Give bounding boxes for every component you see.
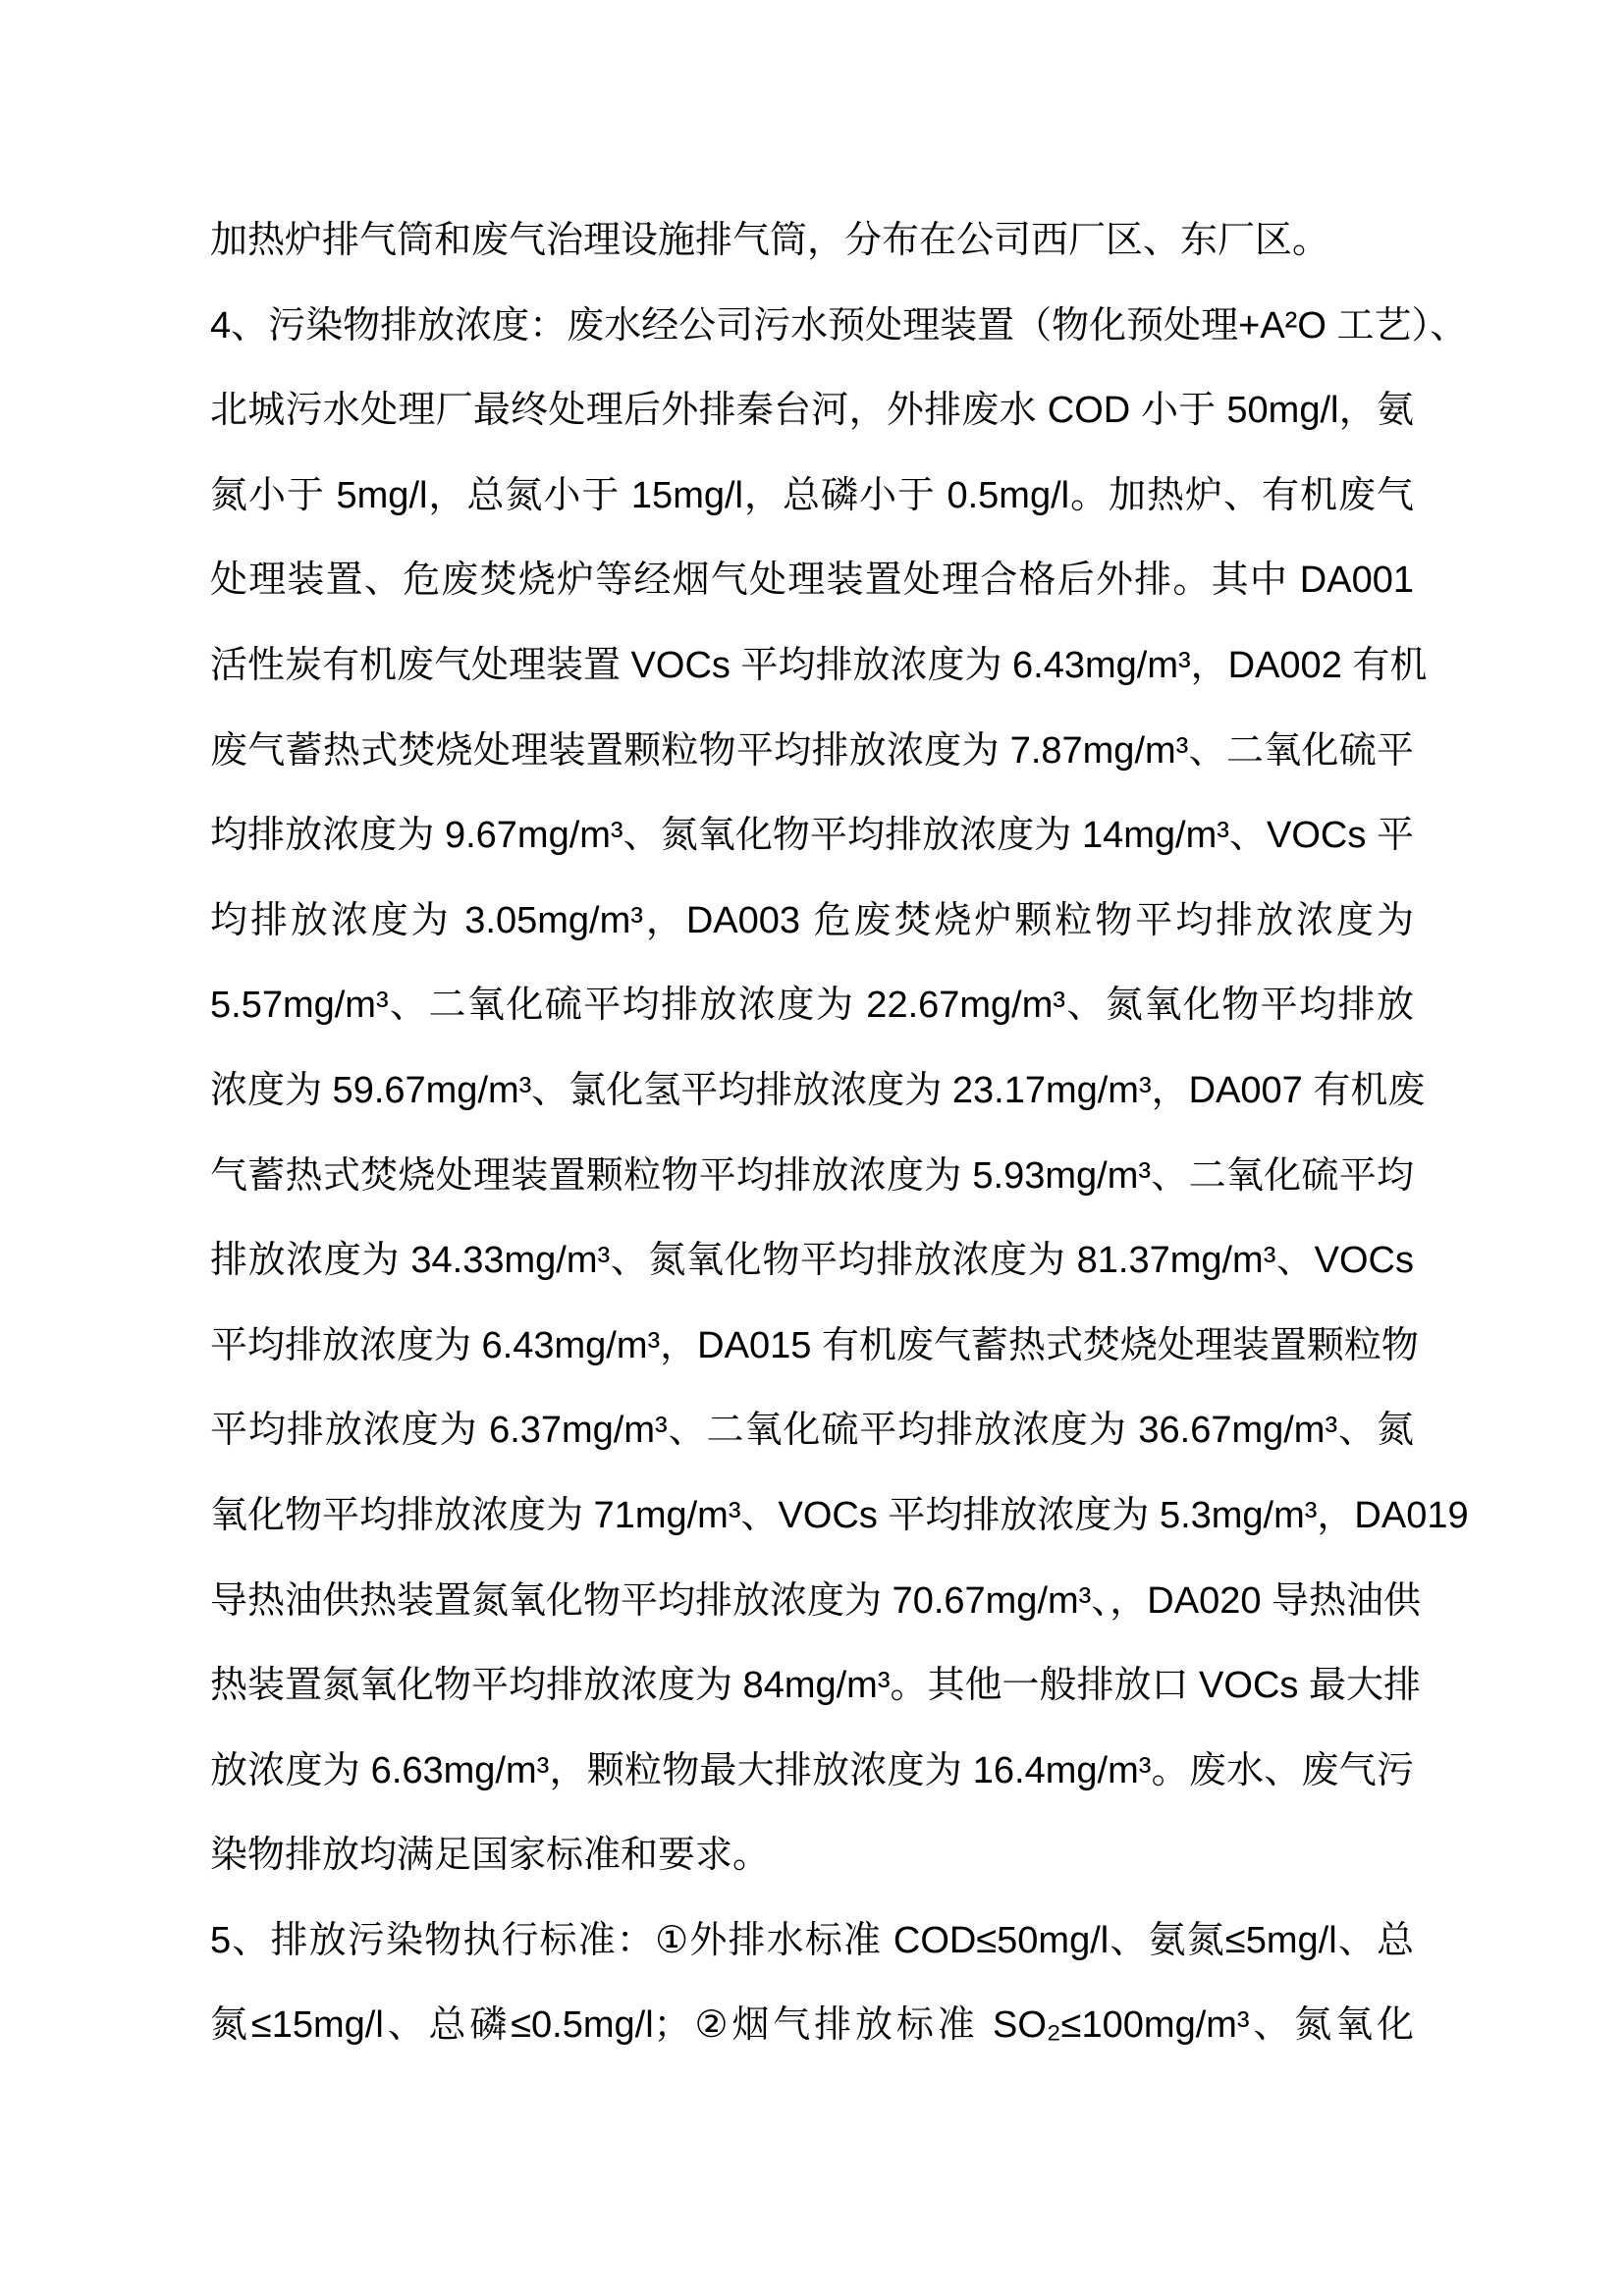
text-line: 均排放浓度为 9.67mg/m³、氮氧化物平均排放浓度为 14mg/m³、VOCs 平 [210, 815, 1414, 857]
text-line: 平均排放浓度为 6.37mg/m³、二氧化硫平均排放浓度为 36.67mg/m³、氮 [210, 1410, 1414, 1452]
text-line: 北城污水处理厂最终处理后外排秦台河，外排废水 COD 小于 50mg/l，氨 [210, 390, 1414, 432]
text-line: 4、污染物排放浓度：废水经公司污水预处理装置（物化预处理+A²O 工艺）、 [210, 304, 1468, 347]
text-line: 氧化物平均排放浓度为 71mg/m³、VOCs 平均排放浓度为 5.3mg/m³，DA019 [210, 1494, 1469, 1536]
text-line: 排放浓度为 34.33mg/m³、氮氧化物平均排放浓度为 81.37mg/m³、VOCs [210, 1240, 1414, 1282]
text-line: 放浓度为 6.63mg/m³，颗粒物最大排放浓度为 16.4mg/m³。废水、废气污 [210, 1749, 1414, 1791]
text-line: 氮小于 5mg/l，总氮小于 15mg/l，总磷小于 0.5mg/l。加热炉、有机废气 [210, 474, 1414, 516]
text-line: 5、排放污染物执行标准：①外排水标准 COD≤50mg/l、氨氮≤5mg/l、总 [210, 1919, 1414, 1961]
text-line: 均排放浓度为 3.05mg/m³，DA003 危废焚烧炉颗粒物平均排放浓度为 [210, 899, 1414, 941]
text-line: 加热炉排气筒和废气治理设施排气筒，分布在公司西厂区、东厂区。 [210, 220, 1330, 261]
text-line: 气蓄热式焚烧处理装置颗粒物平均排放浓度为 5.93mg/m³、二氧化硫平均 [210, 1154, 1414, 1197]
text-line: 处理装置、危废焚烧炉等经烟气处理装置处理合格后外排。其中 DA001 [210, 560, 1414, 602]
document-text-block [210, 198, 1469, 2068]
text-line: 活性炭有机废气处理装置 VOCs 平均排放浓度为 6.43mg/m³，DA002 有机 [210, 644, 1428, 686]
text-line: 染物排放均满足国家标准和要求。 [210, 1835, 771, 1877]
text-line: 平均排放浓度为 6.43mg/m³，DA015 有机废气蓄热式焚烧处理装置颗粒物 [210, 1324, 1419, 1366]
text-line: 导热油供热装置氮氧化物平均排放浓度为 70.67mg/m³、，DA020 导热油供 [210, 1579, 1422, 1622]
text-line: 氮≤15mg/l、总磷≤0.5mg/l；②烟气排放标准 SO₂≤100mg/m³、氮氧化 [210, 2004, 1414, 2047]
text-line: 5.57mg/m³、二氧化硫平均排放浓度为 22.67mg/m³、氮氧化物平均排放 [210, 985, 1414, 1027]
text-line: 热装置氮氧化物平均排放浓度为 84mg/m³。其他一般排放口 VOCs 最大排 [210, 1665, 1421, 1707]
text-line: 废气蓄热式焚烧处理装置颗粒物平均排放浓度为 7.87mg/m³、二氧化硫平 [210, 729, 1414, 772]
text-line: 浓度为 59.67mg/m³、氯化氢平均排放浓度为 23.17mg/m³，DA007 有机废 [210, 1069, 1426, 1111]
